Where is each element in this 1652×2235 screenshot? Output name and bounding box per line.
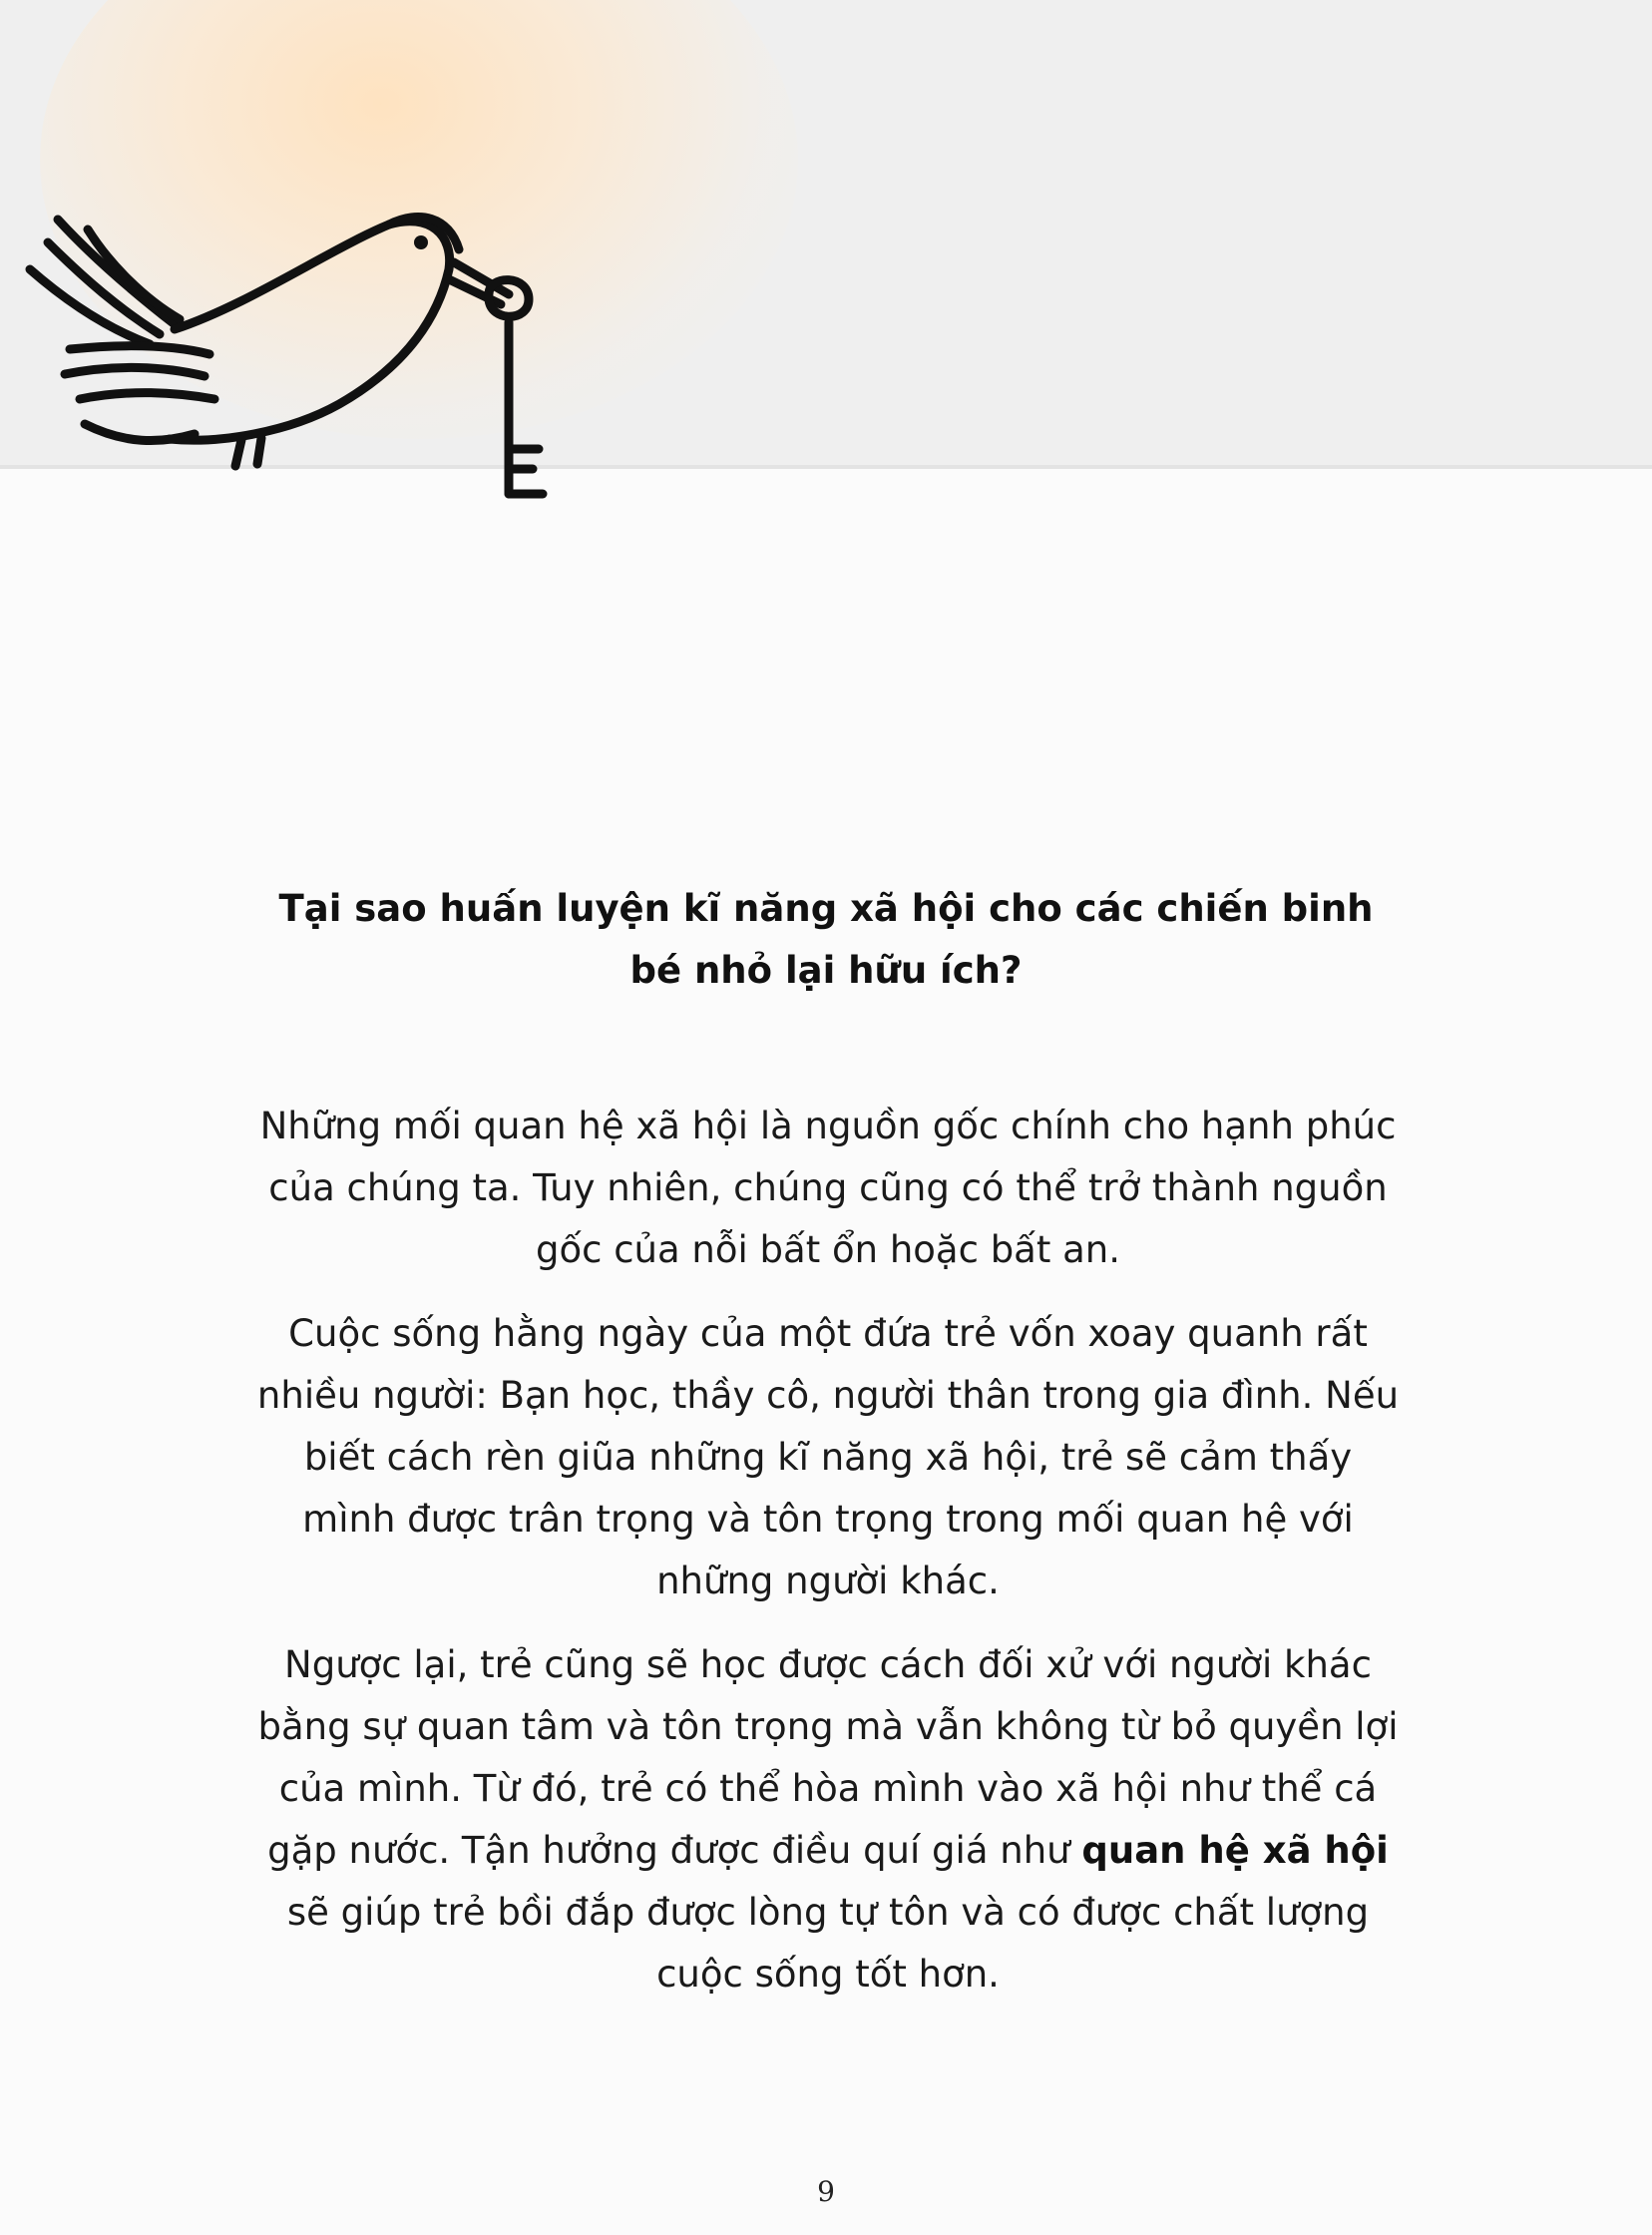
bird-leg <box>257 438 261 464</box>
bird-leg <box>235 440 241 466</box>
wing-feather-icon <box>88 229 180 319</box>
bird-body <box>170 222 450 440</box>
tail-feather-icon <box>65 367 205 376</box>
tail-feather-icon <box>80 393 214 399</box>
heading-line-2: bé nhỏ lại hữu ích? <box>629 949 1023 992</box>
paragraph-3-start: Ngược lại, trẻ cũng sẽ học được cách đối xử với người khác bằng sự quan tâm và tôn trọng mà vẫn không từ bỏ quyền lợi của mình. Từ đó, trẻ có thể hòa mình vào xã hội như thể cá gặp nước. Tận hưởng được điều quí giá như <box>257 1643 1399 1872</box>
bird-with-key-icon <box>10 195 569 514</box>
paragraph-2: Cuộc sống hằng ngày của một đứa trẻ vốn xoay quanh rất nhiều người: Bạn học, thầy cô, người thân trong gia đình. Nếu biết cách rèn giũa những kĩ năng xã hội, trẻ sẽ cảm thấy mình được trân trọng và tôn trọng trong mối quan hệ với những người khác. <box>256 1312 1400 1602</box>
paragraph-3-end: sẽ giúp trẻ bồi đắp được lòng tự tôn và có được chất lượng cuộc sống tốt hơn. <box>286 1891 1370 1996</box>
section-heading <box>227 878 1425 1002</box>
bird-eye <box>414 235 428 249</box>
heading-line-1: Tại sao huấn luyện kĩ năng xã hội cho các chiến binh <box>278 887 1374 930</box>
page-number: 9 <box>817 2175 835 2208</box>
tail-feather-icon <box>85 424 195 441</box>
paragraph-1: Những mối quan hệ xã hội là nguồn gốc chính cho hạnh phúc của chúng ta. Tuy nhiên, chúng cũng có thể trở thành nguồn gốc của nỗi bất ổn hoặc bất an. <box>259 1105 1397 1271</box>
body-text <box>254 1096 1402 2027</box>
tail-feather-icon <box>70 346 209 354</box>
paragraph-3 <box>254 1634 1402 2006</box>
bold-term: quan hệ xã hội <box>1081 1829 1389 1872</box>
